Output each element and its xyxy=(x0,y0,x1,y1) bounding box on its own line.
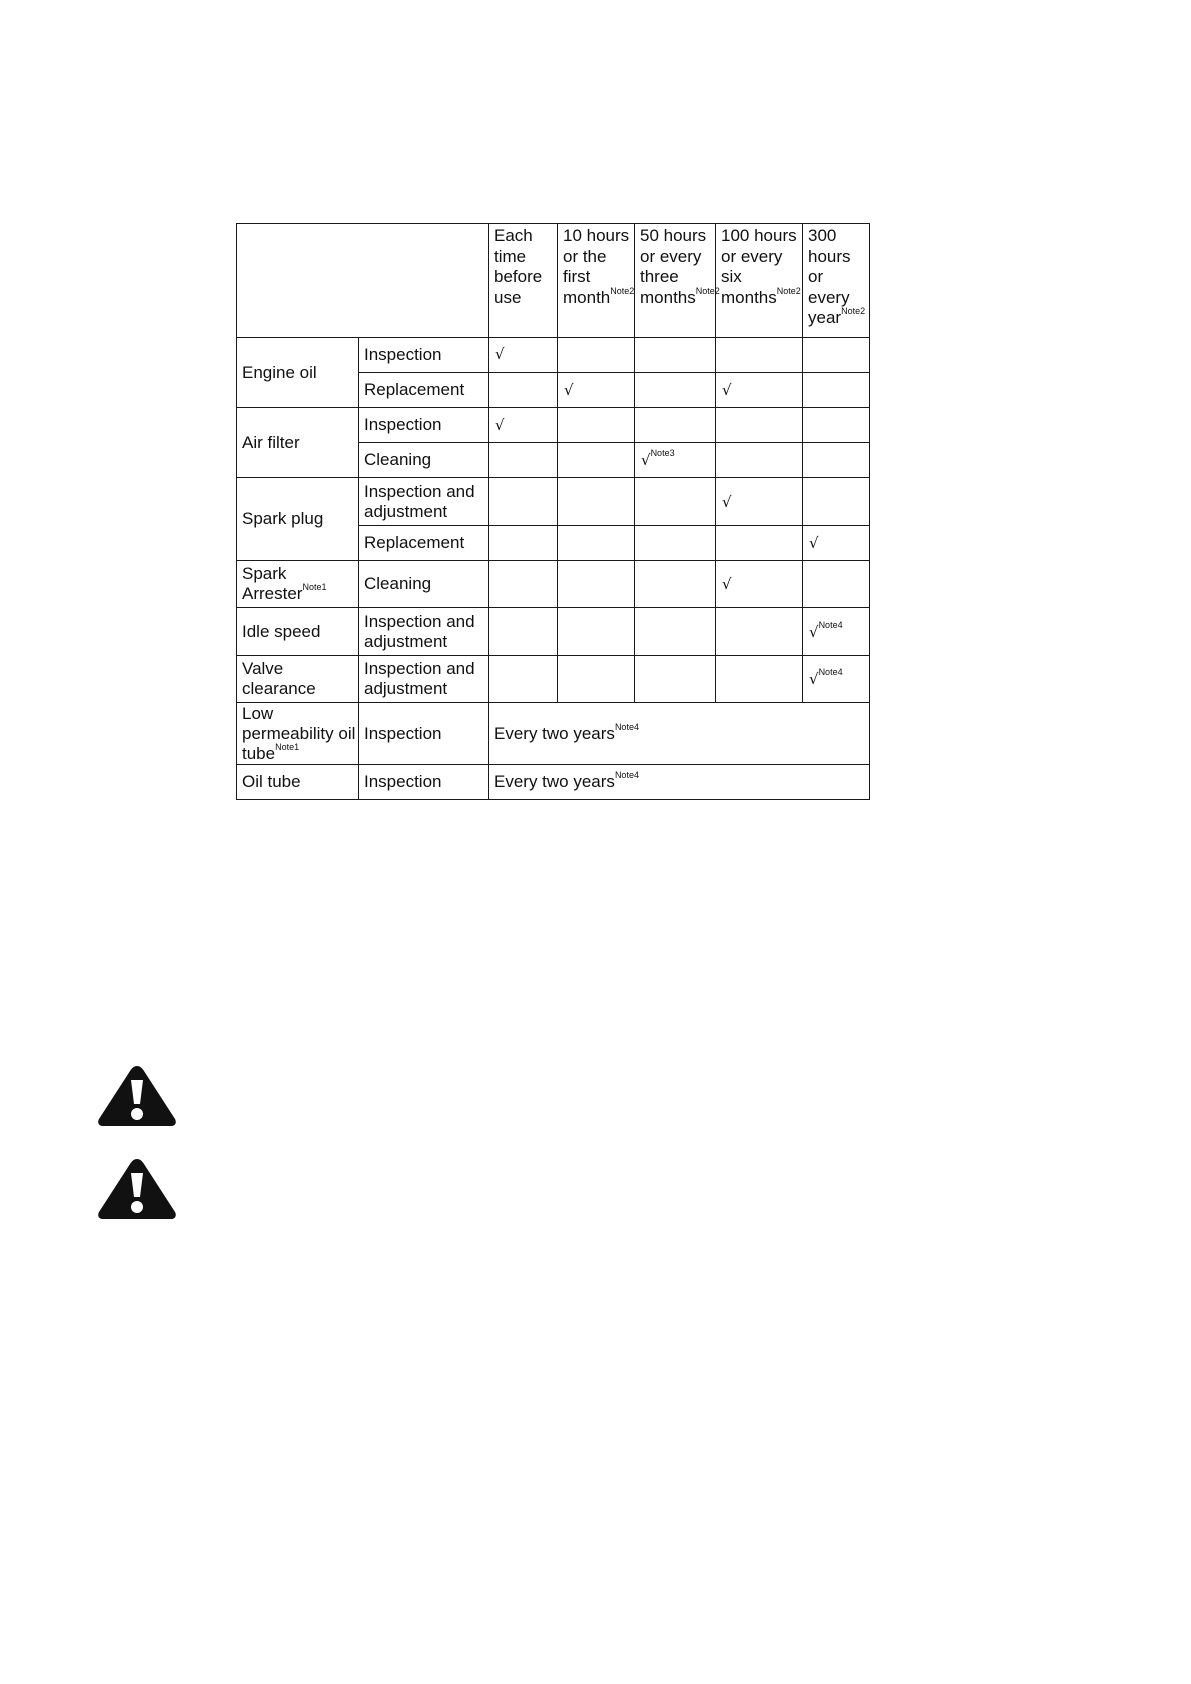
check-cell xyxy=(489,608,558,656)
check-cell xyxy=(803,561,870,608)
column-header: 50 hours or every three months$^{Note2}$ xyxy=(635,224,716,338)
check-cell: √ xyxy=(716,478,803,526)
task-cell: Replacement xyxy=(359,373,489,408)
column-header: 300 hours or every year$^{Note2}$ xyxy=(803,224,870,338)
check-cell xyxy=(716,408,803,443)
check-cell xyxy=(635,608,716,656)
check-cell: √ xyxy=(716,561,803,608)
check-cell xyxy=(803,373,870,408)
item-cell: Spark Arrester$^{Note1}$ xyxy=(237,561,359,608)
check-cell xyxy=(558,561,635,608)
check-cell: √$^{Note3}$ xyxy=(635,443,716,478)
check-cell xyxy=(489,443,558,478)
check-cell xyxy=(635,408,716,443)
check-cell xyxy=(635,526,716,561)
check-cell xyxy=(489,373,558,408)
check-cell xyxy=(558,338,635,373)
task-cell: Inspection xyxy=(359,703,489,765)
check-cell xyxy=(803,443,870,478)
maintenance-schedule-table xyxy=(236,223,870,800)
task-cell: Inspection xyxy=(359,338,489,373)
task-cell: Inspection xyxy=(359,765,489,800)
check-cell: √ xyxy=(558,373,635,408)
column-header: 10 hours or the first month$^{Note2}$ xyxy=(558,224,635,338)
task-cell: Inspection and adjustment xyxy=(359,608,489,656)
check-cell xyxy=(558,608,635,656)
check-cell xyxy=(635,656,716,703)
item-cell: Oil tube xyxy=(237,765,359,800)
check-cell xyxy=(716,656,803,703)
column-header: 100 hours or every six months$^{Note2}$ xyxy=(716,224,803,338)
item-cell: Idle speed xyxy=(237,608,359,656)
check-cell xyxy=(635,373,716,408)
check-cell xyxy=(716,608,803,656)
task-cell: Cleaning xyxy=(359,561,489,608)
check-cell xyxy=(803,478,870,526)
warning-icon xyxy=(96,1064,178,1128)
task-cell: Cleaning xyxy=(359,443,489,478)
item-cell: Engine oil xyxy=(237,338,359,408)
check-cell xyxy=(716,526,803,561)
task-cell: Inspection and adjustment xyxy=(359,656,489,703)
check-cell xyxy=(489,561,558,608)
check-cell xyxy=(803,408,870,443)
check-cell xyxy=(716,338,803,373)
check-cell xyxy=(635,478,716,526)
header-corner-cell xyxy=(237,224,489,338)
check-cell: √ xyxy=(716,373,803,408)
item-cell: Spark plug xyxy=(237,478,359,561)
check-cell xyxy=(558,408,635,443)
check-cell xyxy=(558,478,635,526)
item-cell: Valve clearance xyxy=(237,656,359,703)
check-cell xyxy=(803,338,870,373)
check-cell xyxy=(558,443,635,478)
column-header: Each time before use xyxy=(489,224,558,338)
check-cell xyxy=(558,656,635,703)
check-cell xyxy=(635,338,716,373)
check-cell: √ xyxy=(489,338,558,373)
warning-icon xyxy=(96,1157,178,1221)
task-cell: Inspection xyxy=(359,408,489,443)
interval-cell: Every two years$^{Note4}$ xyxy=(489,765,870,800)
check-cell xyxy=(489,526,558,561)
item-cell: Air filter xyxy=(237,408,359,478)
check-cell xyxy=(489,656,558,703)
check-cell: √$^{Note4}$ xyxy=(803,656,870,703)
check-cell: √ xyxy=(803,526,870,561)
check-cell xyxy=(489,478,558,526)
item-cell: Low permeability oil tube$^{Note1}$ xyxy=(237,703,359,765)
check-cell xyxy=(635,561,716,608)
check-cell xyxy=(558,526,635,561)
check-cell: √$^{Note4}$ xyxy=(803,608,870,656)
check-cell xyxy=(716,443,803,478)
task-cell: Replacement xyxy=(359,526,489,561)
task-cell: Inspection and adjustment xyxy=(359,478,489,526)
check-cell: √ xyxy=(489,408,558,443)
interval-cell: Every two years$^{Note4}$ xyxy=(489,703,870,765)
